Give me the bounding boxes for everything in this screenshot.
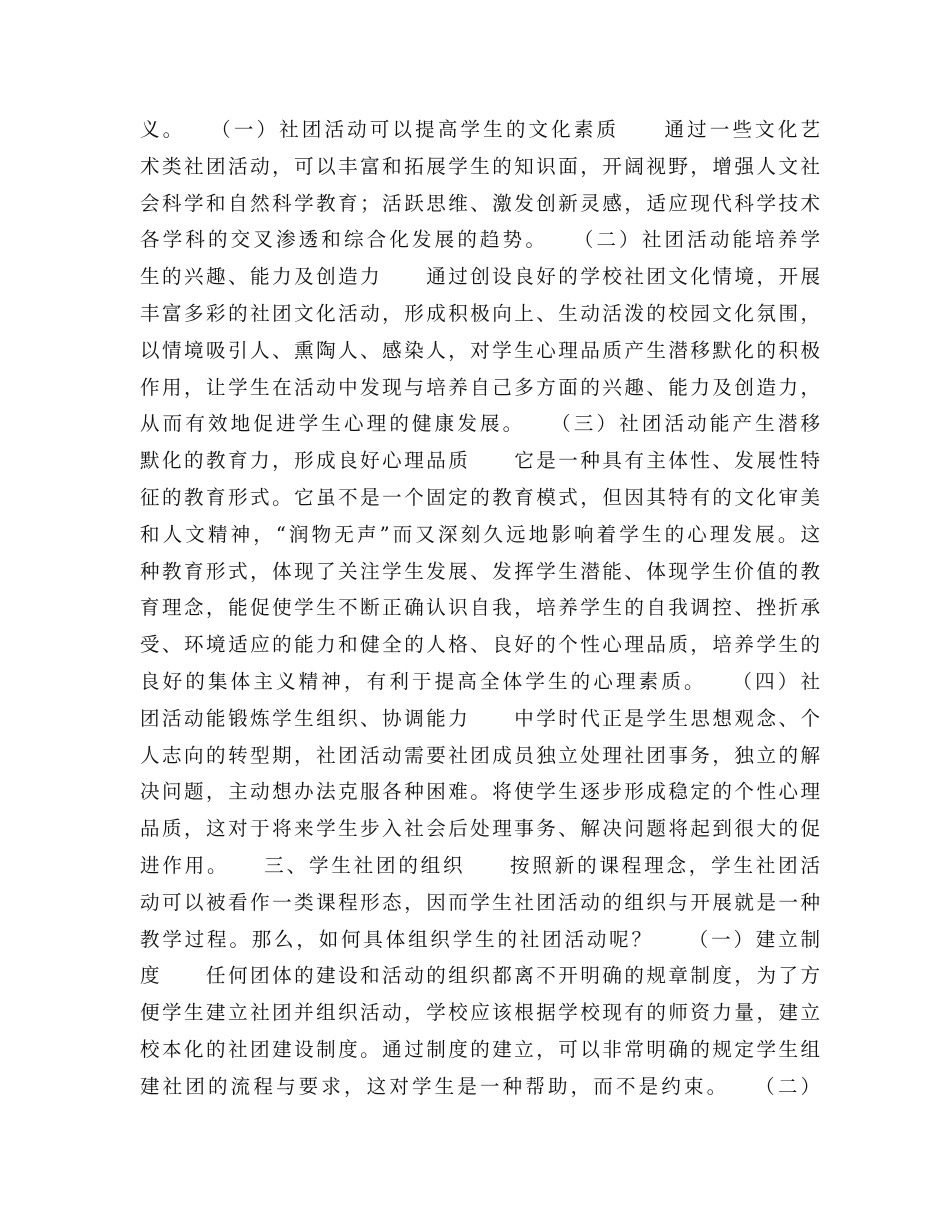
text-line: 生的兴趣、能力及创造力 通过创设良好的学校社团文化情境，开展 (140, 265, 820, 289)
text-line: 以情境吸引人、熏陶人、感染人，对学生心理品质产生潜移默化的积极 (140, 338, 820, 362)
text-line: 品质，这对于将来学生步入社会后处理事务、解决问题将起到很大的促 (140, 817, 820, 841)
text-line: 术类社团活动，可以丰富和拓展学生的知识面，开阔视野，增强人文社 (140, 154, 820, 178)
text-line: 校本化的社团建设制度。通过制度的建立，可以非常明确的规定学生组 (140, 1037, 820, 1061)
text-line: 和人文精神，“润物无声”而又深刻久远地影响着学生的心理发展。这 (140, 522, 820, 546)
text-line: 会科学和自然科学教育；活跃思维、激发创新灵感，适应现代科学技术 (140, 191, 820, 215)
text-line: 教学过程。那么，如何具体组织学生的社团活动呢？ （一）建立制 (140, 927, 820, 951)
text-line: 种教育形式，体现了关注学生发展、发挥学生潜能、体现学生价值的教 (140, 559, 820, 583)
text-line: 建社团的流程与要求，这对学生是一种帮助，而不是约束。 （二） (140, 1074, 820, 1098)
text-line: 进作用。 三、学生社团的组织 按照新的课程理念，学生社团活 (140, 853, 820, 877)
text-line: 丰富多彩的社团文化活动，形成积极向上、生动活泼的校园文化氛围， (140, 301, 820, 325)
text-line: 作用，让学生在活动中发现与培养自己多方面的兴趣、能力及创造力， (140, 375, 820, 399)
text-line: 决问题，主动想办法克服各种困难。将使学生逐步形成稳定的个性心理 (140, 780, 820, 804)
text-line: 育理念，能促使学生不断正确认识自我，培养学生的自我调控、挫折承 (140, 596, 820, 620)
text-line: 人志向的转型期，社团活动需要社团成员独立处理社团事务，独立的解 (140, 743, 820, 767)
text-line: 各学科的交叉渗透和综合化发展的趋势。 （二）社团活动能培养学 (140, 228, 820, 252)
text-line: 受、环境适应的能力和健全的人格、良好的个性心理品质，培养学生的 (140, 633, 820, 657)
text-line: 征的教育形式。它虽不是一个固定的教育模式，但因其特有的文化审美 (140, 485, 820, 509)
text-line: 度 任何团体的建设和活动的组织都离不开明确的规章制度，为了方 (140, 964, 820, 988)
text-line: 从而有效地促进学生心理的健康发展。 （三）社团活动能产生潜移 (140, 412, 820, 436)
body-text (140, 112, 820, 1106)
text-line: 良好的集体主义精神，有利于提高全体学生的心理素质。 （四）社 (140, 669, 820, 693)
text-line: 动可以被看作一类课程形态，因而学生社团活动的组织与开展就是一种 (140, 890, 820, 914)
text-line: 便学生建立社团并组织活动，学校应该根据学校现有的师资力量，建立 (140, 1001, 820, 1025)
text-line: 默化的教育力，形成良好心理品质 它是一种具有主体性、发展性特 (140, 449, 820, 473)
text-line: 义。 （一）社团活动可以提高学生的文化素质 通过一些文化艺 (140, 118, 820, 141)
text-line: 团活动能锻炼学生组织、协调能力 中学时代正是学生思想观念、个 (140, 706, 820, 730)
